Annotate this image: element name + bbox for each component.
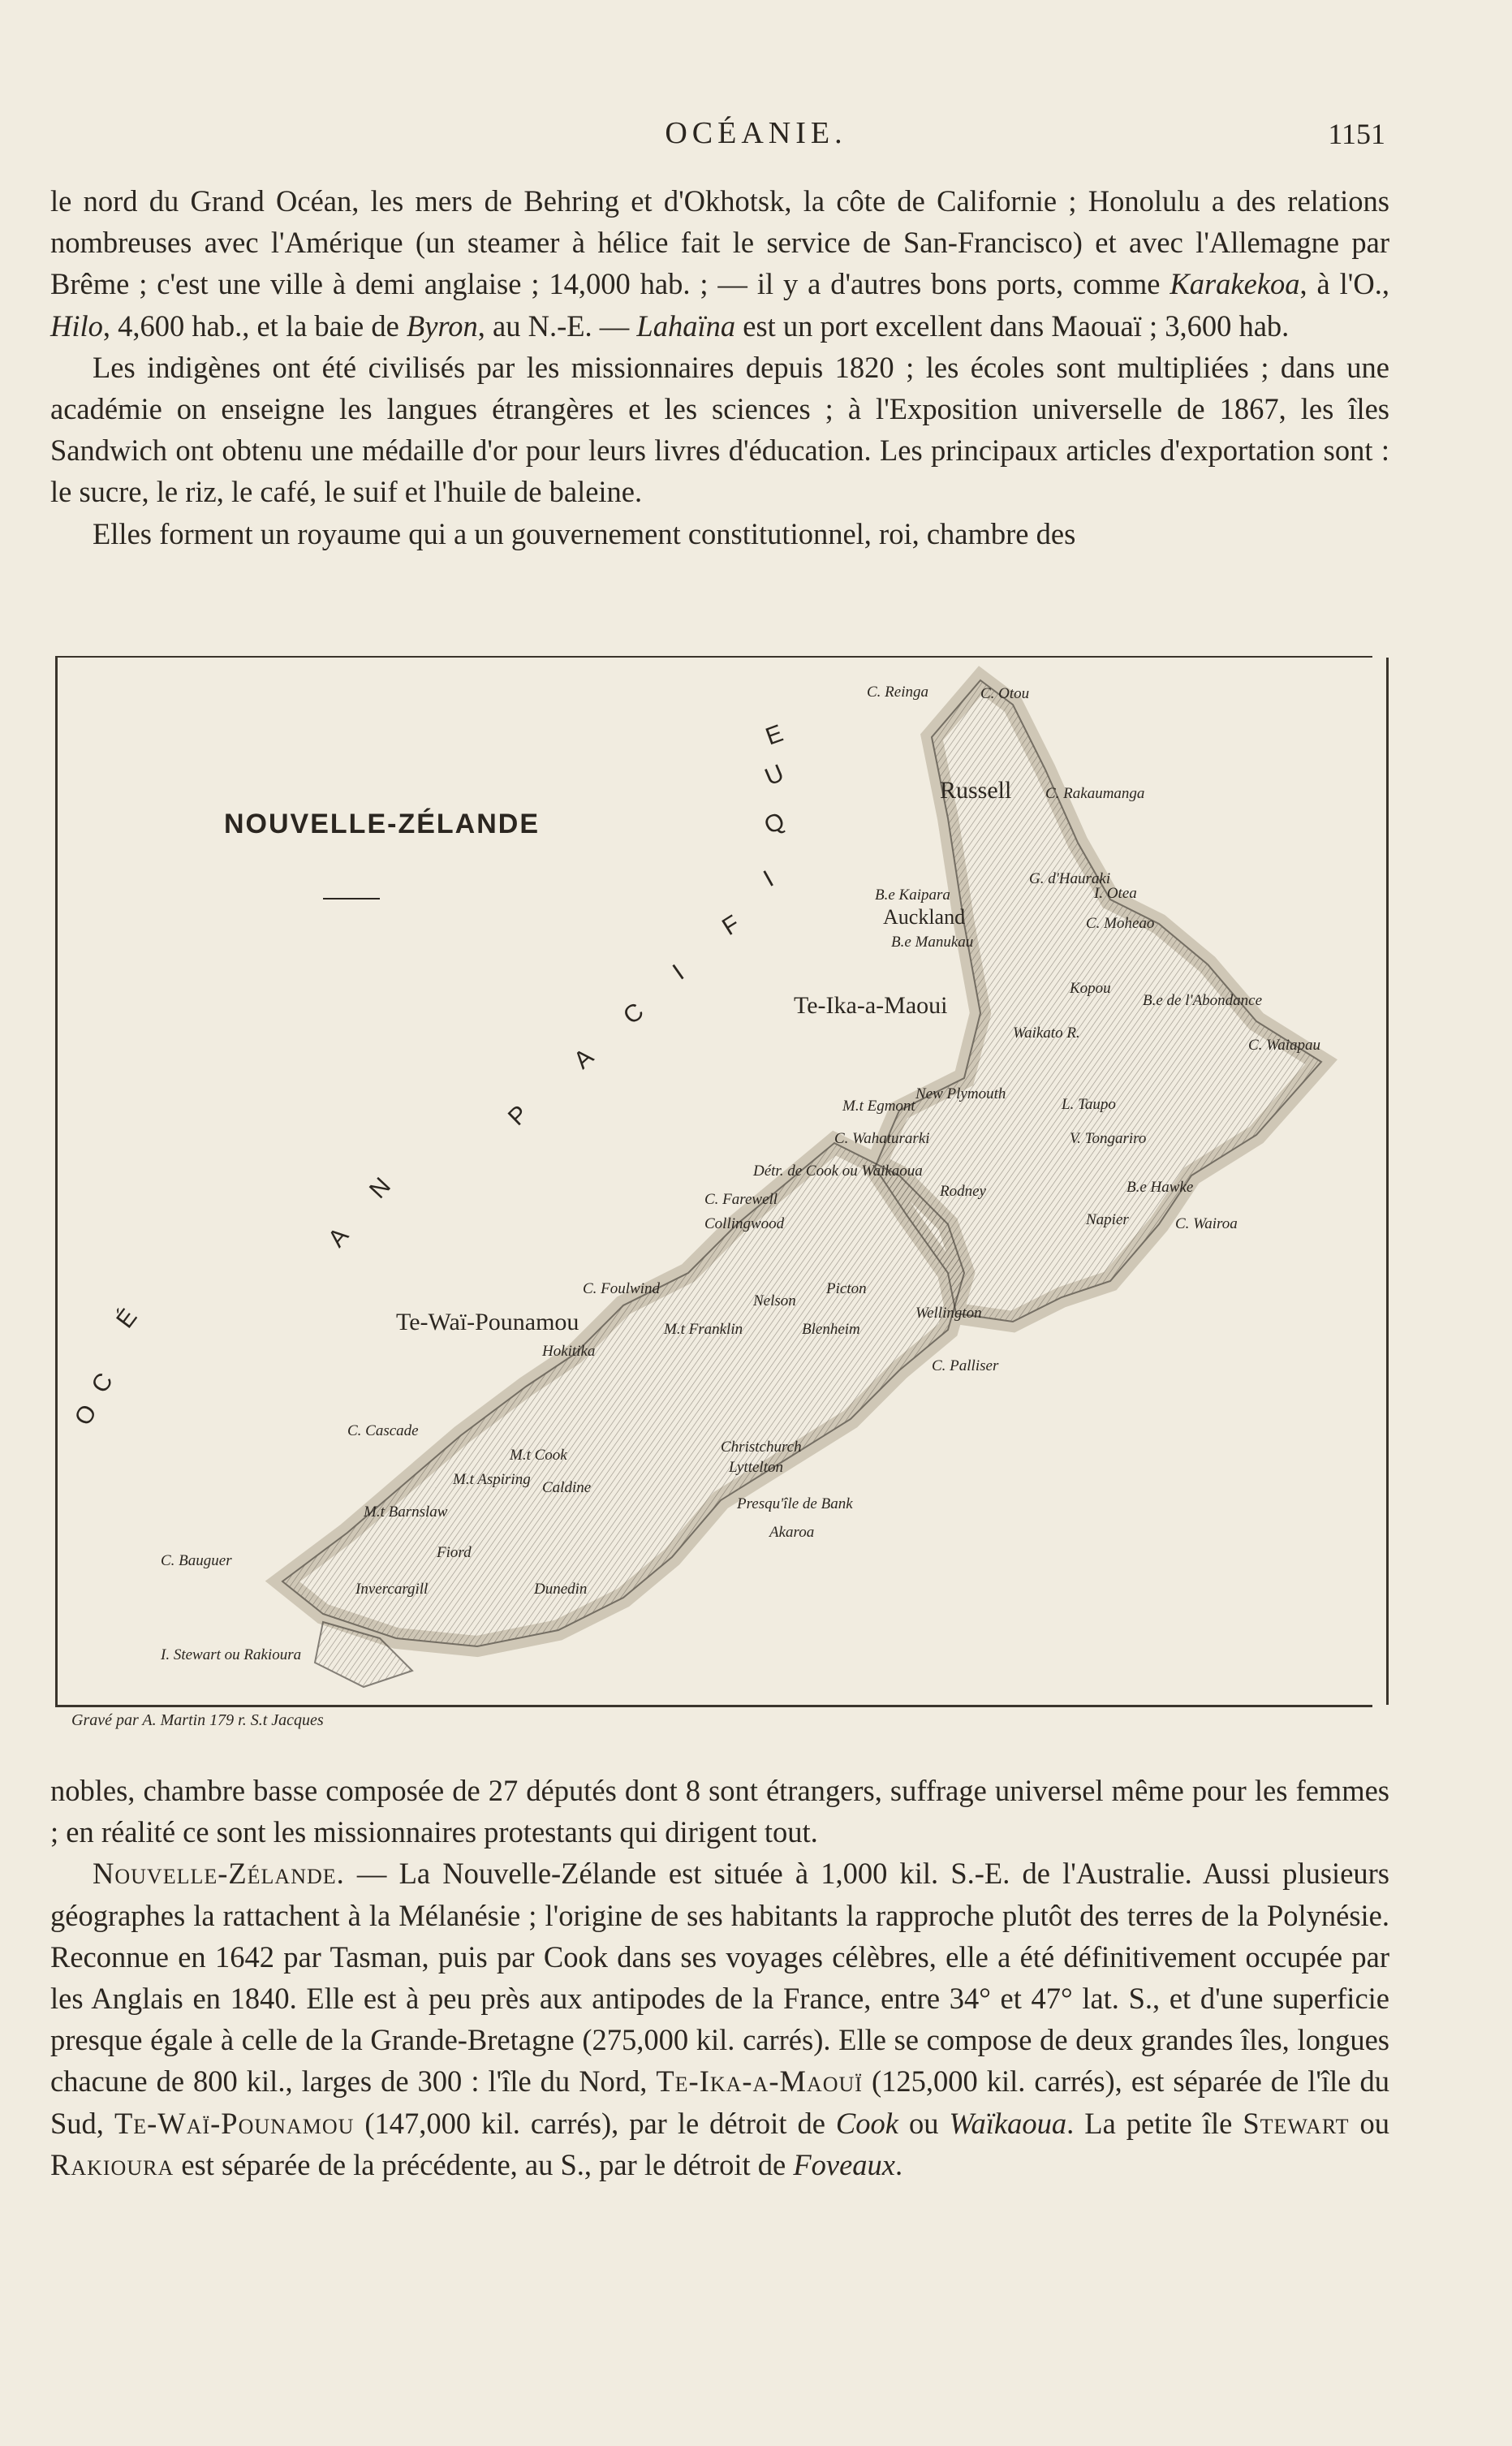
place-label-l-taupo: L. Taupo — [1062, 1096, 1116, 1113]
paragraph-hawaii-ports: le nord du Grand Océan, les mers de Behring et d'Okhotsk, la côte de Californie ; Honolulu a des relations nombreuses avec l'Amérique (un steamer à hélice fait le service de San-Francisco) et avec l'Allemagne par Brême ; c'est une ville à demi anglaise ; 14,000 hab. ; — il y a d'autres bons ports, comme Karakekoa, à l'O., Hilo, 4,600 hab., et la baie de Byron, au N.-E. — Lahaïna est un port excellent dans Maouaï ; 3,600 hab. — [50, 184, 1389, 343]
place-label-i-otea: I. Otea — [1094, 885, 1137, 902]
place-label-fiord: Fiord — [437, 1544, 472, 1561]
place-label-dunedin: Dunedin — [534, 1581, 588, 1598]
place-label-lyttelton: Lyttelton — [729, 1459, 783, 1476]
place-label-blenheim: Blenheim — [802, 1321, 860, 1338]
place-label-m-aspiring: M.t Aspiring — [453, 1471, 531, 1488]
sea-letter: A — [323, 1222, 355, 1253]
sea-letter: N — [364, 1172, 396, 1204]
place-label-hokitika: Hokitika — [542, 1343, 596, 1360]
place-label-presqu-ile-bank: Presqu'île de Bank — [737, 1495, 853, 1512]
page-number: 1151 — [1328, 118, 1385, 150]
place-label-i-stewart: I. Stewart ou Rakioura — [161, 1646, 302, 1663]
place-label-c-farewell: C. Farewell — [704, 1191, 778, 1208]
sea-letter: C — [618, 998, 649, 1030]
bottom-text-block — [50, 1770, 1389, 2185]
place-label-te-ika: Te-Ika-a-Maoui — [794, 992, 948, 1019]
sea-letter: É — [111, 1304, 143, 1334]
place-label-collingwood: Collingwood — [704, 1215, 785, 1232]
place-label-c-foulwind: C. Foulwind — [583, 1280, 661, 1297]
place-label-v-tongariro: V. Tongariro — [1070, 1130, 1147, 1147]
sea-letter: I — [759, 865, 778, 893]
place-label-c-palliser: C. Palliser — [932, 1357, 999, 1374]
place-label-c-cascade: C. Cascade — [347, 1422, 419, 1439]
place-label-waikato: Waikato R. — [1013, 1025, 1080, 1042]
place-label-auckland: Auckland — [883, 905, 966, 929]
place-label-napier: Napier — [1086, 1211, 1129, 1228]
running-title: OCÉANIE. — [665, 116, 847, 150]
place-label-akaroa: Akaroa — [769, 1524, 815, 1541]
place-label-invercargill: Invercargill — [355, 1581, 429, 1598]
place-label-m-cook: M.t Cook — [510, 1447, 567, 1464]
top-text-block — [50, 180, 1389, 554]
place-label-b-manukau: B.e Manukau — [891, 934, 974, 951]
place-label-kopou: Kopou — [1070, 980, 1111, 997]
paragraph-royaume: Elles forment un royaume qui a un gouvernement constitutionnel, roi, chambre des — [93, 516, 1076, 550]
place-label-nelson: Nelson — [753, 1292, 796, 1309]
place-label-c-reinga: C. Reinga — [867, 684, 928, 701]
engraver-credit: Gravé par A. Martin 179 r. S.t Jacques — [71, 1711, 324, 1729]
place-label-c-rakaumanga: C. Rakaumanga — [1045, 785, 1145, 802]
sea-letter: I — [668, 959, 689, 986]
sea-letter: C — [86, 1368, 118, 1398]
place-label-detroit-cook: Détr. de Cook ou Waikaoua — [753, 1163, 923, 1180]
place-label-m-franklin: M.t Franklin — [664, 1321, 743, 1338]
place-label-wellington: Wellington — [915, 1305, 982, 1322]
place-label-c-wairoa: C. Wairoa — [1175, 1215, 1238, 1232]
place-label-c-moheao: C. Moheao — [1086, 915, 1155, 932]
sea-letter: O — [69, 1400, 103, 1430]
sea-letter: P — [502, 1100, 534, 1132]
sea-letter: F — [717, 910, 745, 941]
sea-letter: Q — [760, 807, 790, 840]
place-label-b-abondance: B.e de l'Abondance — [1143, 992, 1263, 1009]
paragraph-indigenes: Les indigènes ont été civilisés par les missionnaires depuis 1820 ; les écoles sont multipliées ; dans une académie on enseigne les langues étrangères et les sciences ; à l'Exposition universelle de 1867, les îles Sandwich ont obtenu une médaille d'or pour leurs livres d'éducation. Les principaux articles d'exportation sont : le sucre, le riz, le café, le suif et l'huile de baleine. — [50, 350, 1389, 509]
map-title-rule — [323, 898, 380, 899]
place-label-b-kaipara: B.e Kaipara — [875, 887, 950, 904]
place-label-new-plymouth: New Plymouth — [915, 1085, 1006, 1102]
sea-letter: E — [762, 719, 787, 751]
place-label-russell: Russell — [940, 777, 1012, 804]
place-label-c-bauguer: C. Bauguer — [161, 1552, 232, 1569]
map-title: NOUVELLE-ZÉLANDE — [224, 809, 540, 839]
running-head — [0, 115, 1512, 156]
place-label-c-aldine: Caldine — [542, 1479, 592, 1496]
place-label-m-barnslaw: M.t Barnslaw — [364, 1503, 448, 1521]
paragraph-nobles: nobles, chambre basse composée de 27 députés dont 8 sont étrangers, suffrage universel même pour les femmes ; en réalité ce sont les missionnaires protestants qui dirigent tout. — [50, 1774, 1389, 1849]
place-label-g-hauraki: G. d'Hauraki — [1029, 870, 1111, 887]
place-label-christchurch: Christchurch — [721, 1439, 802, 1456]
place-label-te-wai: Te-Waï-Pounamou — [396, 1309, 579, 1335]
place-label-c-otou: C. Otou — [980, 685, 1030, 702]
place-label-c-wahaturarki: C. Wahaturarki — [834, 1130, 930, 1147]
place-label-m-egmont: M.t Egmont — [842, 1098, 915, 1115]
south-island — [282, 1143, 964, 1646]
map-new-zealand — [55, 656, 1386, 1729]
place-label-rodney: Rodney — [940, 1183, 986, 1200]
place-label-picton: Picton — [826, 1280, 867, 1297]
place-label-c-waiapau: C. Waiapau — [1248, 1037, 1321, 1054]
paragraph-nouvelle-zelande: Nouvelle-Zélande. — La Nouvelle-Zélande est située à 1,000 kil. S.-E. de l'Australie. Aussi plusieurs géographes la rattachent à la Mélanésie ; l'origine de ses habitants la rapproche plutôt des terres de la Polynésie. Reconnue en 1642 par Tasman, puis par Cook dans ses voyages célèbres, elle a été définitivement occupée par les Anglais en 1840. Elle est à peu près aux antipodes de la France, entre 34° et 47° lat. S., et d'une superficie presque égale à celle de la Grande-Bretagne (275,000 kil. carrés). Elle se compose de deux grandes îles, longues chacune de 800 kil., larges de 300 : l'île du Nord, Te-Ika-a-Maouï (125,000 kil. carrés), est séparée de l'île du Sud, Te-Waï-Pounamou (147,000 kil. carrés), par le détroit de Cook ou Waïkaoua. La petite île Stewart ou Rakioura est séparée de la précédente, au S., par le détroit de Foveaux. — [50, 1857, 1390, 2181]
sea-letter: U — [760, 759, 788, 792]
sea-letter: A — [568, 1043, 599, 1075]
place-label-b-hawke: B.e Hawke — [1126, 1179, 1194, 1196]
